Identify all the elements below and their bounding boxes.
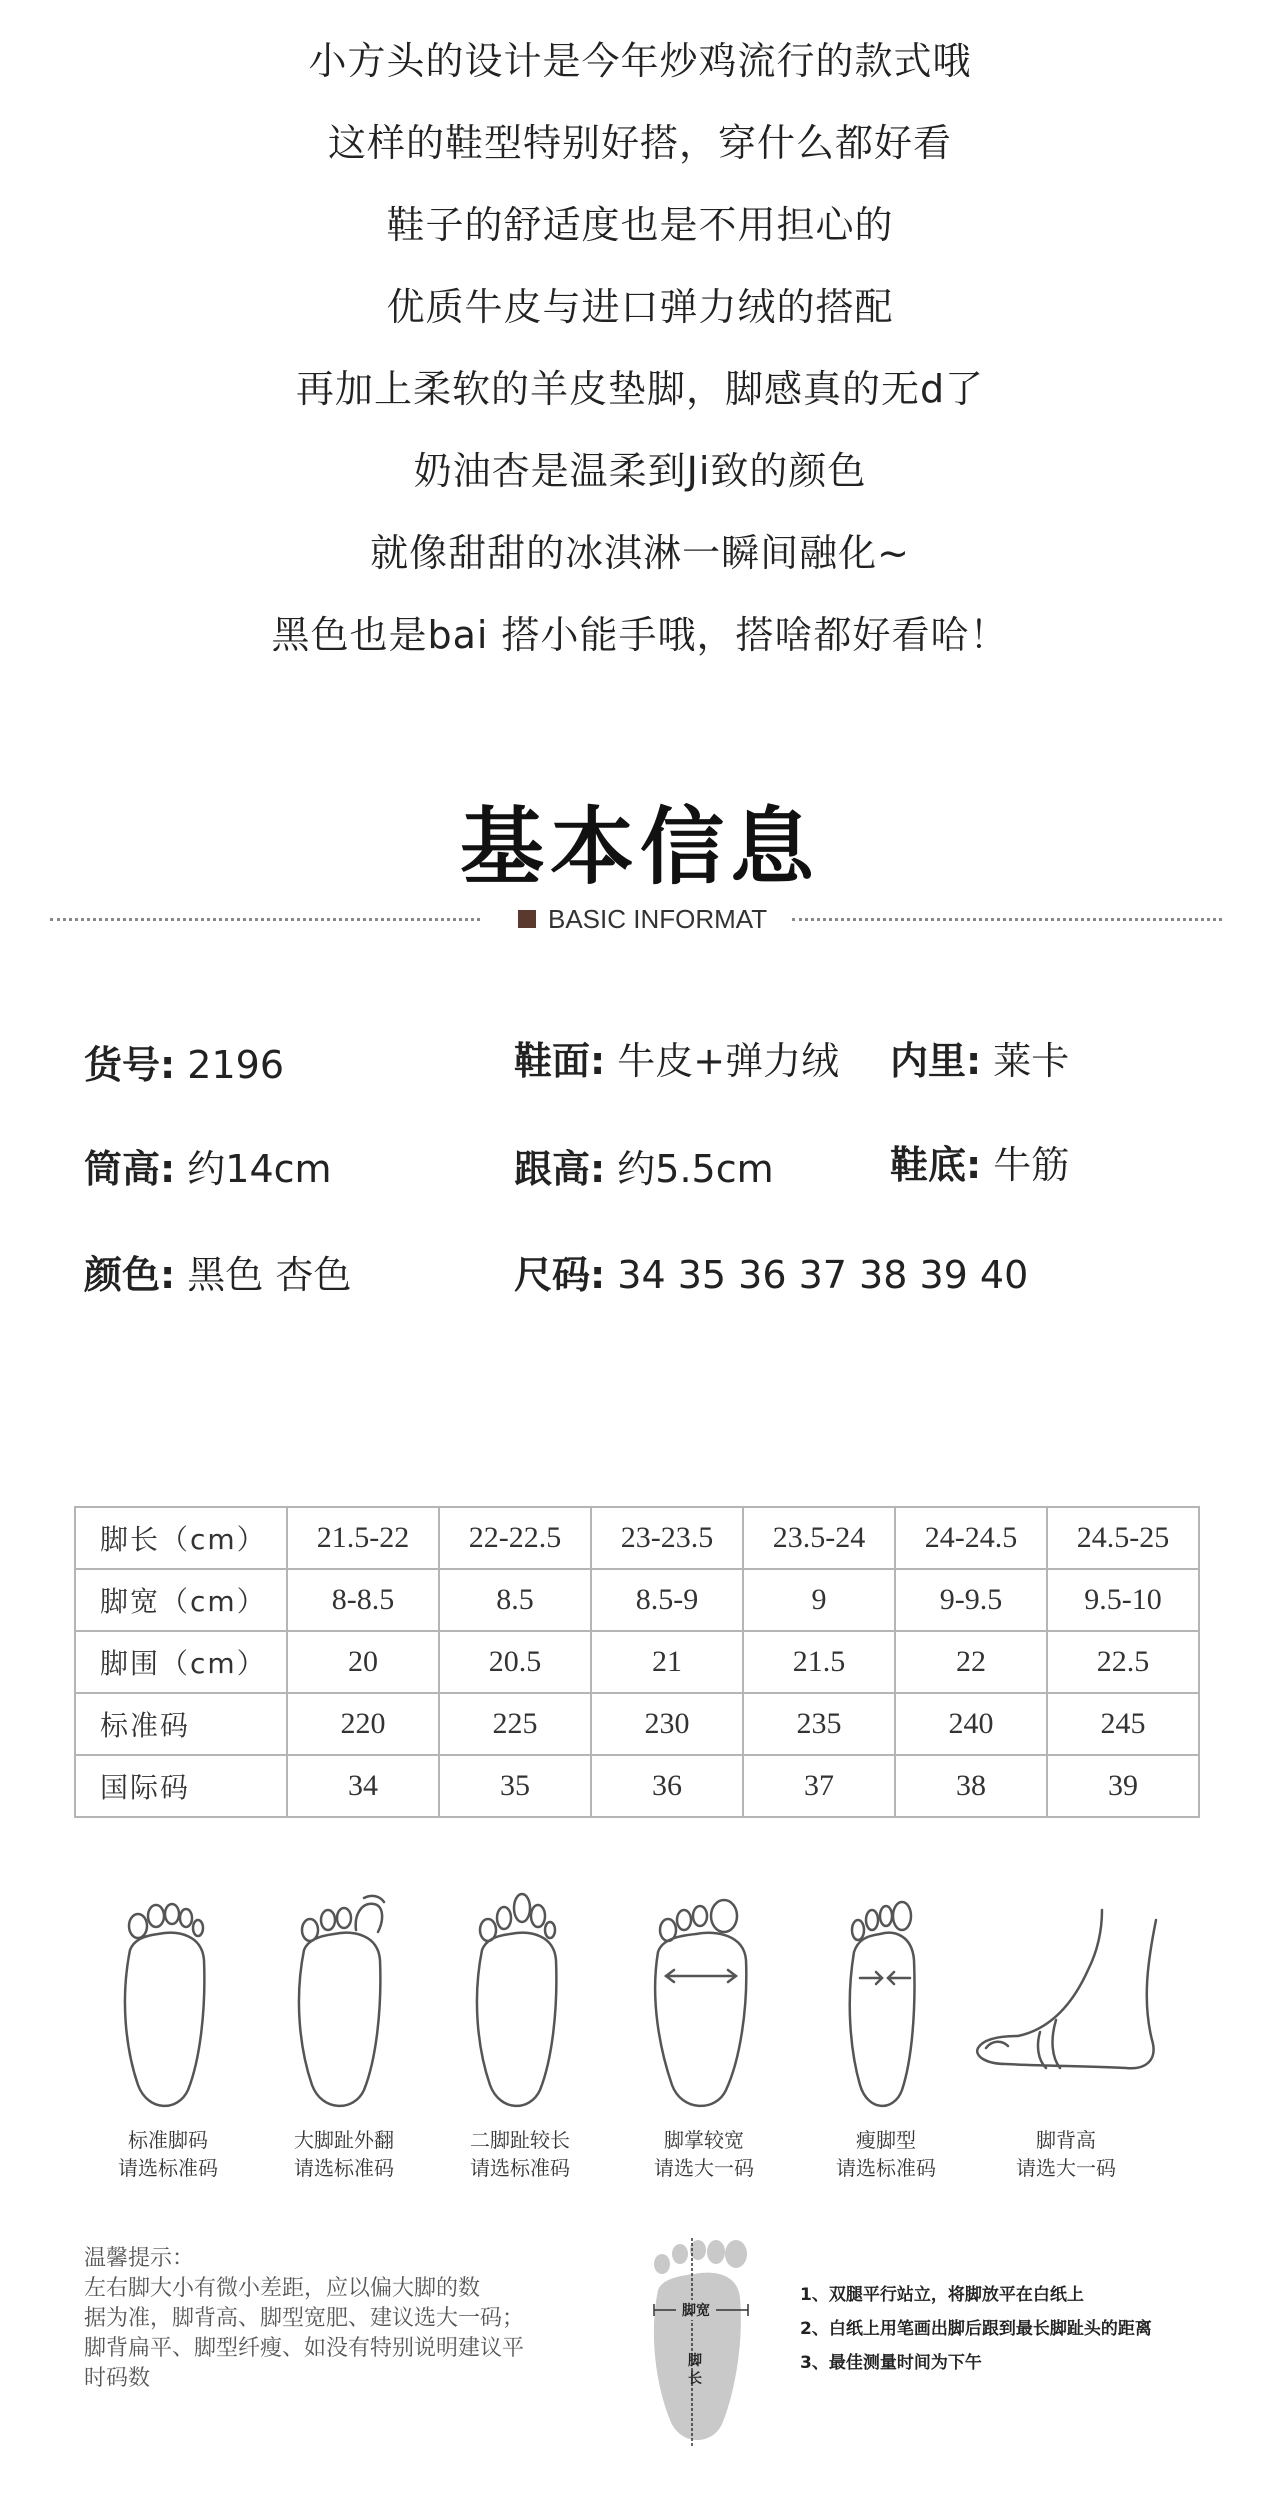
table-cell: 230 <box>591 1693 743 1755</box>
table-cell: 8-8.5 <box>287 1569 439 1631</box>
table-cell: 23-23.5 <box>591 1507 743 1569</box>
table-cell: 20.5 <box>439 1631 591 1693</box>
table-cell: 8.5-9 <box>591 1569 743 1631</box>
section-divider <box>0 900 1280 940</box>
row-header: 脚长（cm） <box>75 1507 287 1569</box>
foot-label <box>244 2126 444 2182</box>
table-cell: 220 <box>287 1693 439 1755</box>
table-cell: 23.5-24 <box>743 1507 895 1569</box>
table-row <box>75 1631 1199 1693</box>
foot-label-line: 脚背高 <box>1036 2128 1096 2152</box>
info-color <box>84 1244 351 1299</box>
table-cell: 225 <box>439 1693 591 1755</box>
intro-line: 优质牛皮与进口弹力绒的搭配 <box>386 285 894 329</box>
foot-label-line: 请选标准码 <box>470 2156 570 2180</box>
tips <box>84 2244 604 2394</box>
foot-type <box>644 1890 764 2180</box>
foot-label-line: 标准脚码 <box>128 2128 208 2152</box>
table-row <box>75 1569 1199 1631</box>
foot-type <box>826 1890 946 2180</box>
info-value: 约5.5cm <box>617 1147 774 1191</box>
foot-label-line: 请选大一码 <box>1016 2156 1116 2180</box>
table-cell: 9-9.5 <box>895 1569 1047 1631</box>
table-cell: 245 <box>1047 1693 1199 1755</box>
info-value: 莱卡 <box>993 1039 1070 1083</box>
dotted-line-right <box>792 918 1222 921</box>
table-cell: 24-24.5 <box>895 1507 1047 1569</box>
foot-length-label: 脚长 <box>688 2353 702 2387</box>
thin-foot-icon <box>826 1890 946 2120</box>
info-value: 2196 <box>187 1043 285 1087</box>
info-value: 牛皮+弹力绒 <box>617 1039 840 1083</box>
info-label: 鞋底: <box>890 1143 982 1187</box>
tips-line: 脚背扁平、脚型纤瘦、如没有特别说明建议平 <box>84 2336 525 2361</box>
table-row <box>75 1755 1199 1817</box>
foot-label <box>786 2126 986 2182</box>
foot-label <box>604 2126 804 2182</box>
table-cell: 34 <box>287 1755 439 1817</box>
info-label: 内里: <box>890 1039 982 1083</box>
table-cell: 35 <box>439 1755 591 1817</box>
foot-label-line: 请选标准码 <box>294 2156 394 2180</box>
foot-measure-diagram <box>640 2220 780 2450</box>
info-value: 黑色 杏色 <box>187 1253 352 1297</box>
table-cell: 235 <box>743 1693 895 1755</box>
table-cell: 24.5-25 <box>1047 1507 1199 1569</box>
square-bullet-icon <box>518 910 536 928</box>
section-title: 基本信息 <box>459 798 820 896</box>
table-cell: 8.5 <box>439 1569 591 1631</box>
tips-line: 左右脚大小有微小差距，应以偏大脚的数 <box>84 2276 481 2301</box>
measure-steps <box>800 2278 1152 2380</box>
table-cell: 39 <box>1047 1755 1199 1817</box>
step-item: 2、白纸上用笔画出脚后跟到最长脚趾头的距离 <box>800 2319 1152 2339</box>
info-item-no <box>84 1034 284 1089</box>
intro-line: 鞋子的舒适度也是不用担心的 <box>386 203 894 247</box>
foot-type <box>460 1890 580 2180</box>
tips-line: 时码数 <box>84 2366 151 2391</box>
foot-label-line: 大脚趾外翻 <box>294 2128 394 2152</box>
table-cell: 21.5 <box>743 1631 895 1693</box>
info-label: 鞋面: <box>514 1039 606 1083</box>
tips-title: 温馨提示： <box>84 2246 195 2271</box>
intro-line: 黑色也是bai 搭小能手哦，搭啥都好看哈！ <box>271 613 1009 657</box>
info-label: 尺码: <box>514 1253 606 1297</box>
info-sole <box>890 1134 1069 1189</box>
standard-foot-icon <box>108 1890 228 2120</box>
intro-line: 就像甜甜的冰淇淋一瞬间融化~ <box>370 531 910 575</box>
table-cell: 20 <box>287 1631 439 1693</box>
step-item: 3、最佳测量时间为下午 <box>800 2353 982 2373</box>
info-value: 约14cm <box>187 1147 332 1191</box>
table-cell: 22-22.5 <box>439 1507 591 1569</box>
info-value: 牛筋 <box>993 1143 1070 1187</box>
foot-label <box>420 2126 620 2182</box>
foot-label-line: 请选标准码 <box>118 2156 218 2180</box>
table-cell: 9 <box>743 1569 895 1631</box>
intro-line: 奶油杏是温柔到Ji致的颜色 <box>413 449 867 493</box>
foot-type <box>966 1890 1166 2180</box>
big-toe-outward-foot-icon <box>284 1890 404 2120</box>
table-cell: 37 <box>743 1755 895 1817</box>
info-label: 颜色: <box>84 1253 176 1297</box>
footprint-icon <box>640 2220 780 2450</box>
high-instep-foot-icon <box>966 1890 1166 2120</box>
section-subtitle: BASIC INFORMAT <box>548 904 768 934</box>
table-row <box>75 1507 1199 1569</box>
info-heel <box>514 1138 774 1193</box>
intro-text <box>0 20 1280 676</box>
foot-type <box>108 1890 228 2180</box>
table-cell: 22 <box>895 1631 1047 1693</box>
size-table <box>74 1506 1200 1818</box>
row-header: 脚宽（cm） <box>75 1569 287 1631</box>
foot-types <box>0 1890 1280 2190</box>
table-cell: 240 <box>895 1693 1047 1755</box>
info-label: 筒高: <box>84 1147 176 1191</box>
foot-width-label: 脚宽 <box>676 2300 716 2320</box>
table-row <box>75 1693 1199 1755</box>
wide-foot-icon <box>644 1890 764 2120</box>
info-size <box>514 1244 1028 1299</box>
foot-label-line: 瘦脚型 <box>856 2128 916 2152</box>
info-lining <box>890 1030 1069 1085</box>
table-cell: 21 <box>591 1631 743 1693</box>
foot-label-line: 二脚趾较长 <box>470 2128 570 2152</box>
info-label: 货号: <box>84 1043 176 1087</box>
long-second-toe-foot-icon <box>460 1890 580 2120</box>
table-cell: 38 <box>895 1755 1047 1817</box>
table-cell: 21.5-22 <box>287 1507 439 1569</box>
foot-label <box>966 2126 1166 2182</box>
row-header: 脚围（cm） <box>75 1631 287 1693</box>
info-shaft <box>84 1138 332 1193</box>
foot-type <box>284 1890 404 2180</box>
table-cell: 22.5 <box>1047 1631 1199 1693</box>
intro-line: 再加上柔软的羊皮垫脚，脚感真的无d了 <box>295 367 985 411</box>
foot-label-line: 脚掌较宽 <box>664 2128 744 2152</box>
intro-line: 小方头的设计是今年炒鸡流行的款式哦 <box>308 39 972 83</box>
tips-line: 据为准，脚背高、脚型宽肥、建议选大一码； <box>84 2306 525 2331</box>
info-upper <box>514 1030 839 1085</box>
dotted-line-left <box>50 918 480 921</box>
foot-label-line: 请选大一码 <box>654 2156 754 2180</box>
foot-label-line: 请选标准码 <box>836 2156 936 2180</box>
intro-line: 这样的鞋型特别好搭，穿什么都好看 <box>327 121 952 165</box>
info-value: 34 35 36 37 38 39 40 <box>617 1253 1029 1297</box>
info-label: 跟高: <box>514 1147 606 1191</box>
row-header: 国际码 <box>75 1755 287 1817</box>
table-cell: 9.5-10 <box>1047 1569 1199 1631</box>
table-cell: 36 <box>591 1755 743 1817</box>
foot-label <box>68 2126 268 2182</box>
step-item: 1、双腿平行站立，将脚放平在白纸上 <box>800 2285 1084 2305</box>
row-header: 标准码 <box>75 1693 287 1755</box>
